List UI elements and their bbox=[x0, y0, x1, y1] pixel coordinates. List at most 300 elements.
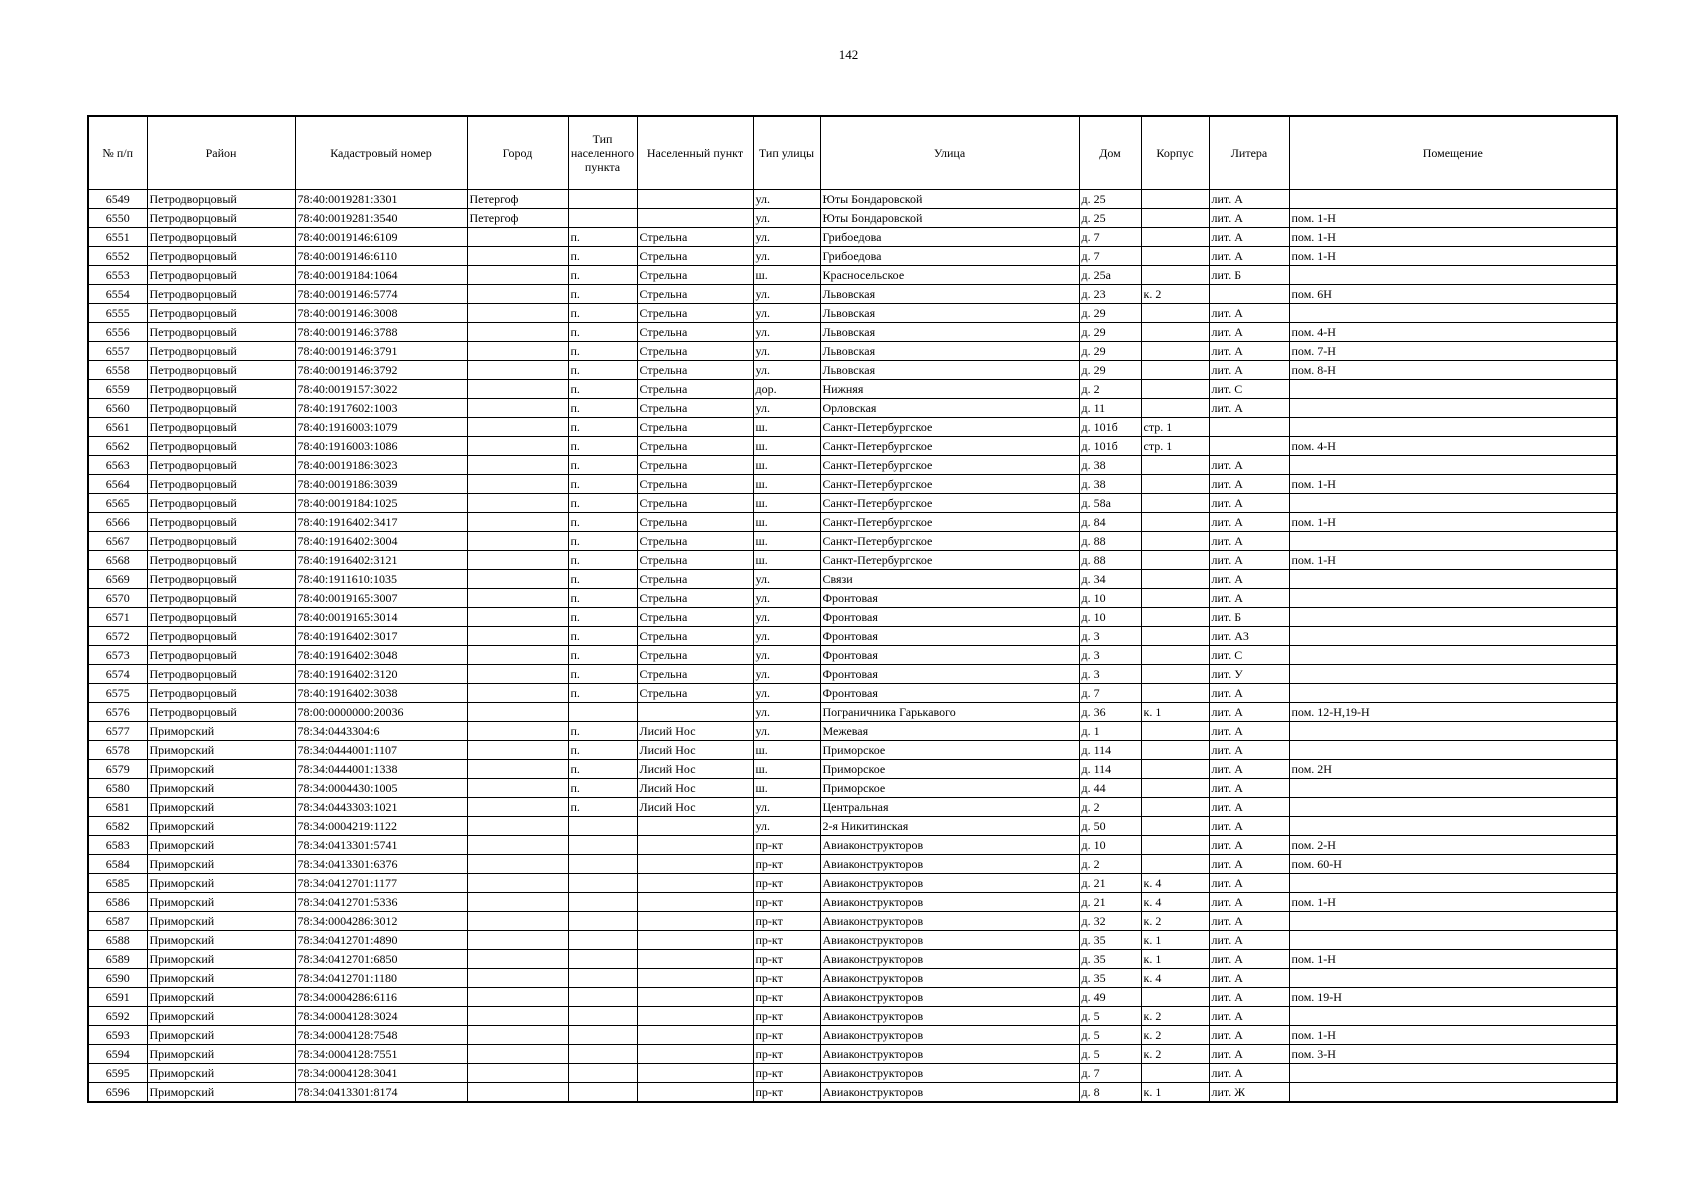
cell-street-type: ул. bbox=[753, 722, 820, 741]
cell-premises: пом. 1-Н bbox=[1289, 513, 1617, 532]
cell-city bbox=[467, 836, 568, 855]
column-header-district: Район bbox=[147, 116, 295, 190]
cell-city bbox=[467, 912, 568, 931]
cell-house: д. 38 bbox=[1079, 456, 1141, 475]
cell-district: Петродворцовый bbox=[147, 342, 295, 361]
cell-premises bbox=[1289, 532, 1617, 551]
cell-settlement-type bbox=[568, 893, 637, 912]
cell-house: д. 49 bbox=[1079, 988, 1141, 1007]
cell-street: Авиаконструкторов bbox=[820, 969, 1079, 988]
cell-building bbox=[1141, 722, 1209, 741]
cell-street-type: ул. bbox=[753, 247, 820, 266]
cell-cadastral-number: 78:40:0019186:3023 bbox=[295, 456, 467, 475]
cell-number: 6553 bbox=[88, 266, 147, 285]
cell-building: к. 2 bbox=[1141, 1045, 1209, 1064]
cell-premises: пом. 12-Н,19-Н bbox=[1289, 703, 1617, 722]
cell-settlement-type: п. bbox=[568, 304, 637, 323]
cell-letter: лит. А bbox=[1209, 912, 1289, 931]
cell-street-type: ш. bbox=[753, 513, 820, 532]
cell-cadastral-number: 78:34:0413301:6376 bbox=[295, 855, 467, 874]
cell-street-type: ш. bbox=[753, 266, 820, 285]
cell-premises: пом. 1-Н bbox=[1289, 247, 1617, 266]
table-row bbox=[88, 931, 1617, 950]
cell-premises: пом. 3-Н bbox=[1289, 1045, 1617, 1064]
cell-settlement: Лисий Нос bbox=[637, 741, 753, 760]
cell-cadastral-number: 78:34:0004286:6116 bbox=[295, 988, 467, 1007]
cell-settlement bbox=[637, 209, 753, 228]
cell-house: д. 5 bbox=[1079, 1045, 1141, 1064]
cell-city bbox=[467, 551, 568, 570]
cell-building bbox=[1141, 323, 1209, 342]
cell-city bbox=[467, 893, 568, 912]
cell-building bbox=[1141, 836, 1209, 855]
column-header-cadastral-number: Кадастровый номер bbox=[295, 116, 467, 190]
cell-number: 6563 bbox=[88, 456, 147, 475]
cell-street: Пограничника Гарькавого bbox=[820, 703, 1079, 722]
cell-letter: лит. А bbox=[1209, 494, 1289, 513]
cell-building bbox=[1141, 361, 1209, 380]
cell-letter: лит. А bbox=[1209, 988, 1289, 1007]
cell-number: 6594 bbox=[88, 1045, 147, 1064]
cell-street: Авиаконструкторов bbox=[820, 1007, 1079, 1026]
cell-district: Петродворцовый bbox=[147, 190, 295, 209]
cell-street-type: пр-кт bbox=[753, 893, 820, 912]
cell-premises: пом. 2Н bbox=[1289, 760, 1617, 779]
table-row bbox=[88, 893, 1617, 912]
cell-cadastral-number: 78:40:0019157:3022 bbox=[295, 380, 467, 399]
cell-district: Петродворцовый bbox=[147, 380, 295, 399]
cell-letter: лит. А bbox=[1209, 874, 1289, 893]
cell-number: 6565 bbox=[88, 494, 147, 513]
cell-city bbox=[467, 1026, 568, 1045]
cell-letter: лит. А bbox=[1209, 779, 1289, 798]
cell-street-type: ш. bbox=[753, 456, 820, 475]
cell-city bbox=[467, 1083, 568, 1103]
cell-street-type: ш. bbox=[753, 779, 820, 798]
cell-house: д. 5 bbox=[1079, 1007, 1141, 1026]
cell-cadastral-number: 78:40:1917602:1003 bbox=[295, 399, 467, 418]
cell-settlement: Стрельна bbox=[637, 494, 753, 513]
cell-house: д. 2 bbox=[1079, 380, 1141, 399]
cell-premises bbox=[1289, 931, 1617, 950]
cell-house: д. 35 bbox=[1079, 969, 1141, 988]
table-row bbox=[88, 760, 1617, 779]
cell-settlement-type: п. bbox=[568, 684, 637, 703]
cell-house: д. 35 bbox=[1079, 931, 1141, 950]
cell-letter: лит. А bbox=[1209, 722, 1289, 741]
cell-city bbox=[467, 285, 568, 304]
cell-house: д. 25а bbox=[1079, 266, 1141, 285]
cell-letter: лит. А bbox=[1209, 570, 1289, 589]
cell-letter: лит. А bbox=[1209, 589, 1289, 608]
cell-premises bbox=[1289, 608, 1617, 627]
column-header-premises: Помещение bbox=[1289, 116, 1617, 190]
cell-settlement: Стрельна bbox=[637, 646, 753, 665]
table-row bbox=[88, 494, 1617, 513]
cell-letter: лит. А bbox=[1209, 760, 1289, 779]
cell-district: Петродворцовый bbox=[147, 570, 295, 589]
cell-letter: лит. А bbox=[1209, 836, 1289, 855]
cell-street-type: ул. bbox=[753, 304, 820, 323]
cell-city bbox=[467, 1007, 568, 1026]
cell-settlement bbox=[637, 893, 753, 912]
cell-settlement-type: п. bbox=[568, 494, 637, 513]
cell-settlement: Стрельна bbox=[637, 342, 753, 361]
cell-cadastral-number: 78:40:1916003:1086 bbox=[295, 437, 467, 456]
cell-city bbox=[467, 646, 568, 665]
cell-city bbox=[467, 589, 568, 608]
cell-letter: лит. С bbox=[1209, 646, 1289, 665]
cell-number: 6589 bbox=[88, 950, 147, 969]
cell-building bbox=[1141, 304, 1209, 323]
cell-building bbox=[1141, 494, 1209, 513]
cell-settlement: Лисий Нос bbox=[637, 798, 753, 817]
cell-street-type: ш. bbox=[753, 551, 820, 570]
cell-premises: пом. 1-Н bbox=[1289, 551, 1617, 570]
cell-street: Авиаконструкторов bbox=[820, 950, 1079, 969]
cell-settlement-type: п. bbox=[568, 418, 637, 437]
cell-letter: лит. А bbox=[1209, 532, 1289, 551]
cell-building bbox=[1141, 779, 1209, 798]
cell-settlement: Стрельна bbox=[637, 570, 753, 589]
page-number: 142 bbox=[838, 47, 859, 62]
cell-cadastral-number: 78:40:0019146:6110 bbox=[295, 247, 467, 266]
cell-number: 6558 bbox=[88, 361, 147, 380]
cell-settlement-type bbox=[568, 817, 637, 836]
cell-street: Межевая bbox=[820, 722, 1079, 741]
table-row bbox=[88, 817, 1617, 836]
cell-settlement-type bbox=[568, 855, 637, 874]
cell-letter: лит. Б bbox=[1209, 266, 1289, 285]
cell-cadastral-number: 78:40:1916402:3017 bbox=[295, 627, 467, 646]
cell-street-type: дор. bbox=[753, 380, 820, 399]
cell-premises bbox=[1289, 969, 1617, 988]
cell-district: Приморский bbox=[147, 1083, 295, 1103]
cell-street-type: ул. bbox=[753, 798, 820, 817]
cell-street-type: ул. bbox=[753, 228, 820, 247]
cell-premises: пом. 4-Н bbox=[1289, 437, 1617, 456]
cell-premises bbox=[1289, 380, 1617, 399]
cell-city bbox=[467, 304, 568, 323]
cell-street-type: пр-кт bbox=[753, 931, 820, 950]
cell-street: Фронтовая bbox=[820, 646, 1079, 665]
cell-street-type: пр-кт bbox=[753, 1007, 820, 1026]
cell-street: Фронтовая bbox=[820, 589, 1079, 608]
cell-city bbox=[467, 950, 568, 969]
cell-cadastral-number: 78:40:0019146:3792 bbox=[295, 361, 467, 380]
table-row bbox=[88, 703, 1617, 722]
cell-building: к. 1 bbox=[1141, 931, 1209, 950]
cell-settlement: Стрельна bbox=[637, 247, 753, 266]
table-row bbox=[88, 209, 1617, 228]
cell-building bbox=[1141, 266, 1209, 285]
cell-building bbox=[1141, 817, 1209, 836]
cell-cadastral-number: 78:40:0019165:3007 bbox=[295, 589, 467, 608]
cell-street-type: пр-кт bbox=[753, 969, 820, 988]
cell-district: Приморский bbox=[147, 779, 295, 798]
cell-district: Приморский bbox=[147, 988, 295, 1007]
cell-street: Приморское bbox=[820, 760, 1079, 779]
cell-premises bbox=[1289, 399, 1617, 418]
cell-cadastral-number: 78:34:0004128:7548 bbox=[295, 1026, 467, 1045]
cell-cadastral-number: 78:34:0444001:1338 bbox=[295, 760, 467, 779]
cell-settlement-type: п. bbox=[568, 475, 637, 494]
cell-building bbox=[1141, 665, 1209, 684]
cell-letter bbox=[1209, 437, 1289, 456]
cell-cadastral-number: 78:40:1916402:3048 bbox=[295, 646, 467, 665]
cell-street-type: ш. bbox=[753, 494, 820, 513]
cell-house: д. 3 bbox=[1079, 627, 1141, 646]
table-row bbox=[88, 532, 1617, 551]
cell-number: 6557 bbox=[88, 342, 147, 361]
cell-district: Петродворцовый bbox=[147, 456, 295, 475]
cell-letter: лит. А bbox=[1209, 551, 1289, 570]
cell-number: 6584 bbox=[88, 855, 147, 874]
cell-number: 6551 bbox=[88, 228, 147, 247]
cell-building: к. 2 bbox=[1141, 1007, 1209, 1026]
cell-settlement-type bbox=[568, 988, 637, 1007]
cell-building bbox=[1141, 608, 1209, 627]
cell-settlement: Стрельна bbox=[637, 532, 753, 551]
cell-street-type: ул. bbox=[753, 399, 820, 418]
cell-building bbox=[1141, 475, 1209, 494]
cell-district: Петродворцовый bbox=[147, 361, 295, 380]
cell-settlement-type: п. bbox=[568, 228, 637, 247]
cell-street-type: пр-кт bbox=[753, 855, 820, 874]
cell-number: 6549 bbox=[88, 190, 147, 209]
cell-house: д. 35 bbox=[1079, 950, 1141, 969]
cell-house: д. 7 bbox=[1079, 247, 1141, 266]
cell-settlement bbox=[637, 1026, 753, 1045]
cell-settlement-type bbox=[568, 1045, 637, 1064]
cell-building: к. 4 bbox=[1141, 893, 1209, 912]
cell-district: Приморский bbox=[147, 950, 295, 969]
cell-letter: лит. А bbox=[1209, 342, 1289, 361]
cell-district: Петродворцовый bbox=[147, 665, 295, 684]
cell-settlement-type bbox=[568, 1083, 637, 1103]
cell-city bbox=[467, 855, 568, 874]
cell-number: 6566 bbox=[88, 513, 147, 532]
cell-street: Юты Бондаровской bbox=[820, 190, 1079, 209]
cell-house: д. 114 bbox=[1079, 760, 1141, 779]
table-row bbox=[88, 323, 1617, 342]
cell-letter: лит. А bbox=[1209, 1064, 1289, 1083]
cell-district: Приморский bbox=[147, 969, 295, 988]
cell-district: Петродворцовый bbox=[147, 266, 295, 285]
cell-premises bbox=[1289, 779, 1617, 798]
cell-street-type: ул. bbox=[753, 190, 820, 209]
cell-settlement-type bbox=[568, 190, 637, 209]
cell-settlement: Стрельна bbox=[637, 437, 753, 456]
cell-letter: лит. А bbox=[1209, 741, 1289, 760]
cell-settlement: Стрельна bbox=[637, 323, 753, 342]
table-row bbox=[88, 627, 1617, 646]
cell-district: Петродворцовый bbox=[147, 684, 295, 703]
cell-district: Приморский bbox=[147, 893, 295, 912]
cell-number: 6596 bbox=[88, 1083, 147, 1103]
cell-letter bbox=[1209, 418, 1289, 437]
cell-street: Нижняя bbox=[820, 380, 1079, 399]
column-header-city: Город bbox=[467, 116, 568, 190]
cell-settlement: Стрельна bbox=[637, 665, 753, 684]
cell-district: Петродворцовый bbox=[147, 304, 295, 323]
cell-settlement: Стрельна bbox=[637, 361, 753, 380]
cell-settlement-type: п. bbox=[568, 722, 637, 741]
cell-number: 6576 bbox=[88, 703, 147, 722]
cell-building bbox=[1141, 741, 1209, 760]
cell-city bbox=[467, 266, 568, 285]
cell-district: Приморский bbox=[147, 1007, 295, 1026]
cell-settlement: Стрельна bbox=[637, 285, 753, 304]
cell-number: 6579 bbox=[88, 760, 147, 779]
cell-street: Авиаконструкторов bbox=[820, 836, 1079, 855]
cell-street: Авиаконструкторов bbox=[820, 893, 1079, 912]
cell-letter: лит. А bbox=[1209, 893, 1289, 912]
cell-number: 6590 bbox=[88, 969, 147, 988]
cell-letter: лит. А bbox=[1209, 228, 1289, 247]
cell-cadastral-number: 78:34:0412701:6850 bbox=[295, 950, 467, 969]
cell-letter: лит. А bbox=[1209, 304, 1289, 323]
cell-settlement-type: п. bbox=[568, 247, 637, 266]
cell-building: к. 2 bbox=[1141, 285, 1209, 304]
cell-city bbox=[467, 513, 568, 532]
cell-street: Санкт-Петербургское bbox=[820, 475, 1079, 494]
cell-district: Петродворцовый bbox=[147, 551, 295, 570]
cell-street: Львовская bbox=[820, 304, 1079, 323]
cell-cadastral-number: 78:40:0019184:1064 bbox=[295, 266, 467, 285]
cell-cadastral-number: 78:40:0019281:3540 bbox=[295, 209, 467, 228]
cell-street-type: пр-кт bbox=[753, 988, 820, 1007]
cell-letter: лит. А bbox=[1209, 817, 1289, 836]
cell-cadastral-number: 78:34:0004128:7551 bbox=[295, 1045, 467, 1064]
cell-house: д. 10 bbox=[1079, 589, 1141, 608]
cell-street-type: ш. bbox=[753, 741, 820, 760]
cell-district: Петродворцовый bbox=[147, 627, 295, 646]
cell-settlement: Стрельна bbox=[637, 456, 753, 475]
cell-city bbox=[467, 798, 568, 817]
column-header-building: Корпус bbox=[1141, 116, 1209, 190]
table-row bbox=[88, 190, 1617, 209]
cell-cadastral-number: 78:40:0019146:3008 bbox=[295, 304, 467, 323]
table-row bbox=[88, 722, 1617, 741]
table-row bbox=[88, 1064, 1617, 1083]
cell-settlement: Стрельна bbox=[637, 228, 753, 247]
cell-house: д. 88 bbox=[1079, 532, 1141, 551]
cell-cadastral-number: 78:34:0412701:1177 bbox=[295, 874, 467, 893]
cell-district: Петродворцовый bbox=[147, 209, 295, 228]
cell-building bbox=[1141, 532, 1209, 551]
cell-settlement-type: п. bbox=[568, 266, 637, 285]
cell-building bbox=[1141, 855, 1209, 874]
cell-street-type: ш. bbox=[753, 475, 820, 494]
cell-street-type: ш. bbox=[753, 760, 820, 779]
cell-street: Львовская bbox=[820, 342, 1079, 361]
cell-premises: пом. 7-Н bbox=[1289, 342, 1617, 361]
cell-city bbox=[467, 703, 568, 722]
cell-number: 6569 bbox=[88, 570, 147, 589]
cell-letter: лит. А bbox=[1209, 1045, 1289, 1064]
cell-street: Грибоедова bbox=[820, 247, 1079, 266]
cell-house: д. 34 bbox=[1079, 570, 1141, 589]
cell-city bbox=[467, 1045, 568, 1064]
cell-street-type: ул. bbox=[753, 817, 820, 836]
cell-building bbox=[1141, 988, 1209, 1007]
cell-district: Петродворцовый bbox=[147, 437, 295, 456]
cell-city bbox=[467, 532, 568, 551]
cell-settlement-type: п. bbox=[568, 570, 637, 589]
cell-number: 6572 bbox=[88, 627, 147, 646]
cell-city bbox=[467, 969, 568, 988]
cell-settlement: Стрельна bbox=[637, 589, 753, 608]
cell-street-type: ул. bbox=[753, 665, 820, 684]
cell-letter: лит. А bbox=[1209, 323, 1289, 342]
cell-building bbox=[1141, 247, 1209, 266]
cell-house: д. 23 bbox=[1079, 285, 1141, 304]
cell-premises bbox=[1289, 1064, 1617, 1083]
cell-letter: лит. А bbox=[1209, 703, 1289, 722]
cell-number: 6571 bbox=[88, 608, 147, 627]
cell-premises bbox=[1289, 418, 1617, 437]
cell-house: д. 3 bbox=[1079, 646, 1141, 665]
cell-cadastral-number: 78:34:0004430:1005 bbox=[295, 779, 467, 798]
cell-city bbox=[467, 456, 568, 475]
cell-number: 6568 bbox=[88, 551, 147, 570]
cell-building bbox=[1141, 551, 1209, 570]
cell-district: Приморский bbox=[147, 912, 295, 931]
cell-street-type: пр-кт bbox=[753, 950, 820, 969]
cell-number: 6591 bbox=[88, 988, 147, 1007]
cell-premises bbox=[1289, 190, 1617, 209]
cell-settlement-type: п. bbox=[568, 532, 637, 551]
table-row bbox=[88, 741, 1617, 760]
cell-letter: лит. А bbox=[1209, 969, 1289, 988]
cell-district: Приморский bbox=[147, 817, 295, 836]
cell-number: 6564 bbox=[88, 475, 147, 494]
cell-city bbox=[467, 1064, 568, 1083]
cell-house: д. 88 bbox=[1079, 551, 1141, 570]
cell-cadastral-number: 78:34:0004128:3024 bbox=[295, 1007, 467, 1026]
cell-district: Петродворцовый bbox=[147, 646, 295, 665]
cell-letter: лит. С bbox=[1209, 380, 1289, 399]
cell-street-type: ш. bbox=[753, 437, 820, 456]
cell-street: Львовская bbox=[820, 323, 1079, 342]
cell-number: 6586 bbox=[88, 893, 147, 912]
cell-house: д. 2 bbox=[1079, 855, 1141, 874]
table-row bbox=[88, 361, 1617, 380]
cell-district: Приморский bbox=[147, 798, 295, 817]
cell-premises bbox=[1289, 817, 1617, 836]
cell-settlement bbox=[637, 988, 753, 1007]
cell-city bbox=[467, 228, 568, 247]
cell-city: Петергоф bbox=[467, 209, 568, 228]
cell-house: д. 5 bbox=[1079, 1026, 1141, 1045]
cell-district: Петродворцовый bbox=[147, 589, 295, 608]
cell-settlement: Стрельна bbox=[637, 418, 753, 437]
table-row bbox=[88, 475, 1617, 494]
cell-city bbox=[467, 627, 568, 646]
cell-settlement: Стрельна bbox=[637, 399, 753, 418]
cell-building: к. 1 bbox=[1141, 703, 1209, 722]
cell-settlement-type: п. bbox=[568, 285, 637, 304]
cell-settlement-type bbox=[568, 912, 637, 931]
cell-number: 6577 bbox=[88, 722, 147, 741]
cell-number: 6552 bbox=[88, 247, 147, 266]
cell-house: д. 58а bbox=[1079, 494, 1141, 513]
cell-street-type: ул. bbox=[753, 361, 820, 380]
table-row bbox=[88, 589, 1617, 608]
cell-settlement bbox=[637, 190, 753, 209]
cell-street-type: ул. bbox=[753, 608, 820, 627]
